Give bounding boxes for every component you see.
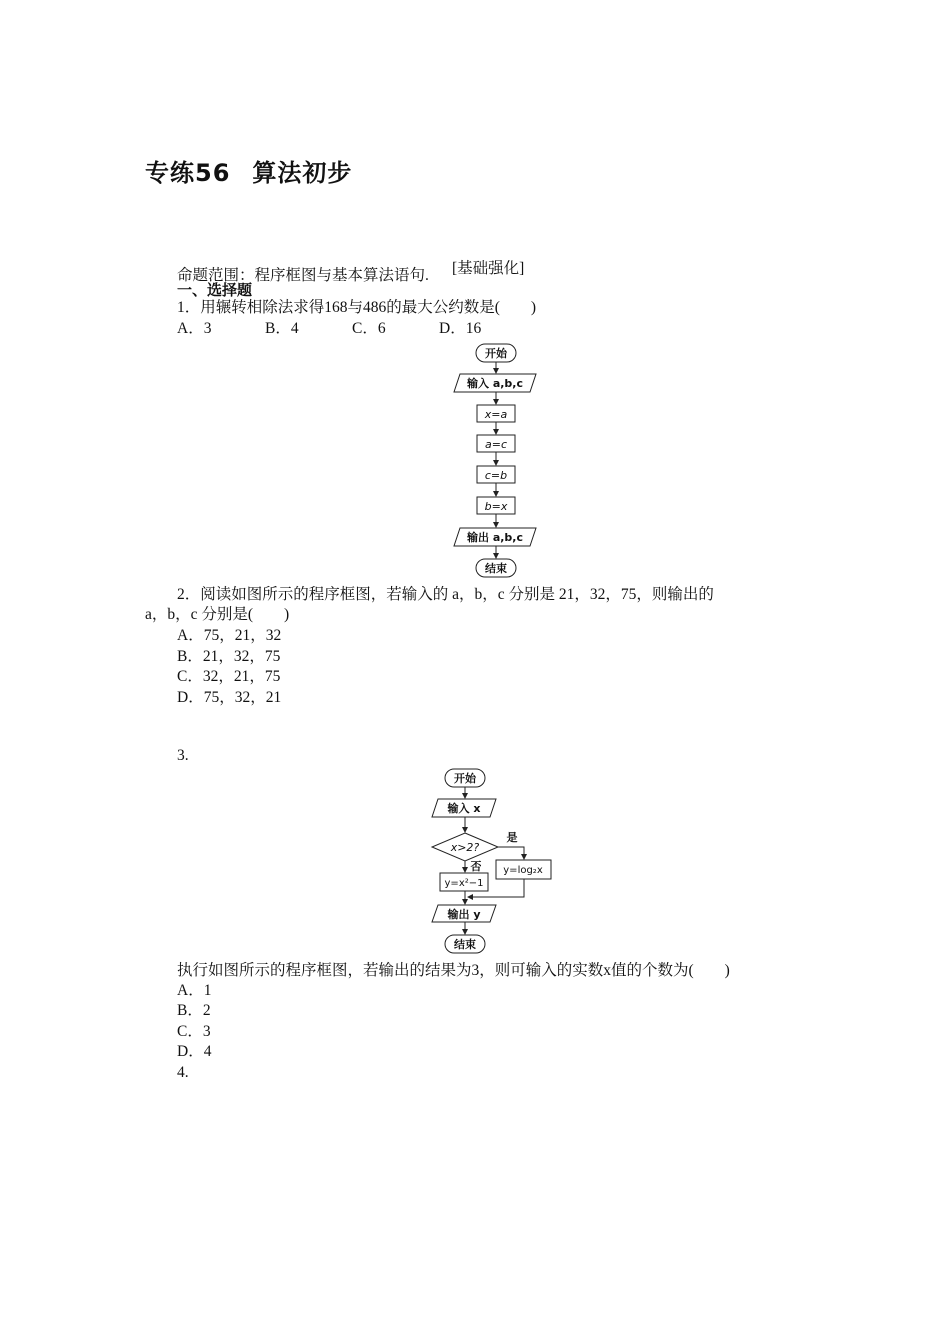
- q1-option-c: C．6: [352, 320, 386, 337]
- fc2-yes-label: 是: [506, 831, 518, 844]
- title-number: 专练56: [145, 159, 231, 187]
- q2-stem-line1: 2．阅读如图所示的程序框图，若输入的 a，b，c 分别是 21，32，75，则输出的: [177, 586, 714, 603]
- q1-stem: 1．用辗转相除法求得168与486的最大公约数是( ): [177, 299, 537, 316]
- q2-option-d: D．75，32，21: [177, 689, 282, 706]
- q2-option-c: C．32，21，75: [177, 668, 281, 685]
- q1-options: [177, 319, 481, 339]
- q3-option-c: C．3: [177, 1023, 211, 1040]
- fc1-step-1-label: x=a: [484, 408, 508, 421]
- fc2-input-label: 输入 x: [447, 802, 481, 815]
- fc2-yes-branch-label: y=log₂x: [503, 865, 543, 876]
- fc1-start-label: 开始: [485, 347, 507, 360]
- flowchart-1: [440, 340, 540, 580]
- fc1-step-3-label: c=b: [484, 469, 508, 482]
- q3-option-d: D．4: [177, 1043, 212, 1060]
- page-title: [145, 153, 352, 188]
- scope-label: 命题范围：: [177, 266, 255, 284]
- q1-option-d: D．16: [439, 320, 482, 337]
- q1-option-a: A．3: [177, 320, 212, 337]
- fc2-no-label: 否: [470, 860, 482, 873]
- title-topic: 算法初步: [252, 159, 353, 187]
- fc2-end-label: 结束: [454, 938, 476, 951]
- scope-text: 程序框图与基本算法语句.: [254, 267, 429, 284]
- fc2-no-branch-label: y=x²−1: [444, 878, 484, 889]
- q2-option-a: A．75，21，32: [177, 627, 282, 644]
- q2-option-b: B．21，32，75: [177, 648, 281, 665]
- fc1-input-label: 输入 a,b,c: [466, 377, 524, 390]
- q3-option-b: B．2: [177, 1002, 211, 1019]
- q3-number: 3.: [177, 747, 189, 764]
- q1-option-b: B．4: [265, 320, 299, 337]
- level-tag: [基础强化]: [452, 260, 525, 277]
- q3-stem: 执行如图所示的程序框图，若输出的结果为3，则可输入的实数x值的个数为( ): [177, 962, 730, 979]
- fc1-output-label: 输出 a,b,c: [466, 531, 524, 544]
- q3-option-a: A．1: [177, 982, 212, 999]
- fc1-end-label: 结束: [485, 562, 507, 575]
- fc2-start-label: 开始: [454, 772, 476, 785]
- fc1-step-2-label: a=c: [484, 438, 508, 451]
- q4-number: 4.: [177, 1064, 189, 1081]
- fc1-step-4-label: b=x: [484, 500, 508, 513]
- q2-stem-line2: a，b，c 分别是( ): [145, 606, 290, 623]
- section-heading: 一、选择题: [177, 281, 253, 299]
- flowchart-2: [420, 765, 565, 960]
- fc2-output-label: 输出 y: [447, 908, 481, 921]
- fc2-decision-label: x>2?: [450, 841, 480, 854]
